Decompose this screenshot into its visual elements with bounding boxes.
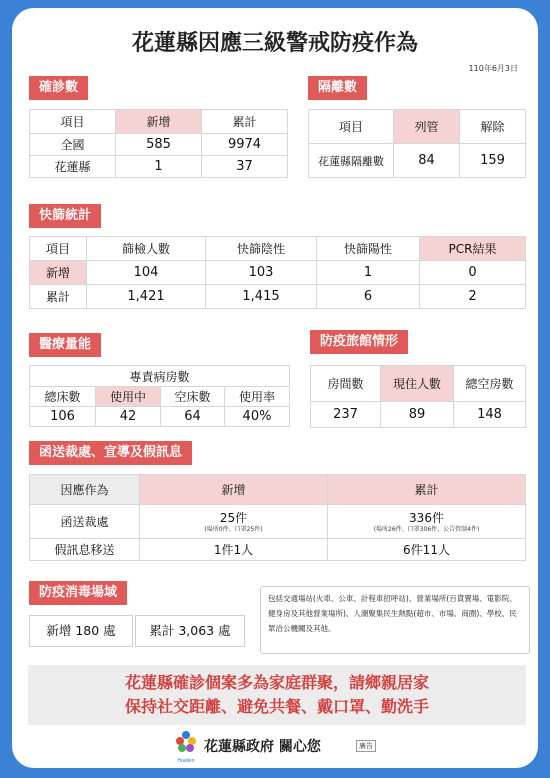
cell-value: 64 <box>161 407 225 427</box>
cell-value: 1,421 <box>87 285 206 309</box>
disinfection-tag: 防疫消毒場域 <box>29 581 127 605</box>
banner-line: 保持社交距離、避免共餐、戴口罩、勤洗手 <box>124 697 429 716</box>
cell-value: 37 <box>202 156 288 178</box>
col-header: 因應作為 <box>30 475 140 505</box>
org-label: 花蓮縣政府 關心您 <box>204 739 321 755</box>
cell-value: 6件11人 <box>328 539 526 561</box>
row-label: 累計 <box>30 285 87 309</box>
enforcement-tag: 函送裁處、宣導及假訊息 <box>29 441 192 465</box>
col-header: 項目 <box>30 110 116 134</box>
cell-note: (場所0件、口罩25件) <box>204 526 263 533</box>
cell-main: 25件 <box>219 511 248 525</box>
col-header: 解除 <box>460 110 526 144</box>
cell-value: 237 <box>311 402 381 428</box>
cell-value: 40% <box>225 407 290 427</box>
cell-value: 148 <box>454 402 526 428</box>
cell-value: 106 <box>30 407 96 427</box>
cell-value: 2 <box>420 285 526 309</box>
hotel-table <box>310 365 526 428</box>
rapid-test-tag: 快篩統計 <box>29 204 101 228</box>
col-header: 累計 <box>328 475 526 505</box>
col-header: 快篩陽性 <box>317 237 420 261</box>
row-label: 花蓮縣 <box>30 156 116 178</box>
logo-text: Hualien <box>177 758 195 764</box>
rapid-test-table <box>29 236 526 309</box>
col-header: 項目 <box>30 237 87 261</box>
cell-value: 84 <box>394 144 460 178</box>
cell-value: 104 <box>87 261 206 285</box>
hotel-tag: 防疫旅館情形 <box>310 330 408 354</box>
cell-value: 159 <box>460 144 526 178</box>
cell-value <box>140 505 328 539</box>
cell-value: 1,415 <box>206 285 317 309</box>
group-header: 專責病房數 <box>30 366 290 387</box>
row-label: 假訊息移送 <box>30 539 140 561</box>
poster-card <box>12 8 538 768</box>
row-label: 新增 <box>30 261 87 285</box>
col-header: 累計 <box>202 110 288 134</box>
col-header: 新增 <box>116 110 202 134</box>
row-label: 函送裁處 <box>30 505 140 539</box>
medical-tag: 醫療量能 <box>29 333 101 357</box>
disinfection-new: 新增 180 處 <box>29 615 133 647</box>
col-header: 空床數 <box>161 387 225 407</box>
col-header: 快篩陰性 <box>206 237 317 261</box>
date-label: 110年6月3日 <box>468 64 518 73</box>
confirmed-tag: 確診數 <box>29 76 88 100</box>
page-title: 花蓮縣因應三級警戒防疫作為 <box>131 31 418 56</box>
disinfection-note: 包括交通場站(火車、公車、計程車招呼站)、營業場所(百貨賣場、電影院、健身房及其他營業場所)、人潮聚集民生熱點(超市、市場、商圈)、學校、民眾洽公機關及其他。 <box>260 586 530 654</box>
cell-value: 42 <box>96 407 161 427</box>
cell-value: 585 <box>116 134 202 156</box>
cell-value <box>328 505 526 539</box>
row-label: 花蓮縣隔離數 <box>309 144 394 178</box>
ad-badge: 廣告 <box>356 740 376 752</box>
col-header: 篩檢人數 <box>87 237 206 261</box>
col-header: PCR結果 <box>420 237 526 261</box>
col-header: 總床數 <box>30 387 96 407</box>
col-header: 項目 <box>309 110 394 144</box>
col-header: 新增 <box>140 475 328 505</box>
cell-value: 0 <box>420 261 526 285</box>
col-header: 房間數 <box>311 366 381 402</box>
enforcement-table <box>29 474 526 561</box>
cell-main: 336件 <box>409 511 444 525</box>
col-header: 列管 <box>394 110 460 144</box>
hualien-logo-icon <box>174 730 198 766</box>
cell-value: 1件1人 <box>140 539 328 561</box>
medical-table <box>29 365 290 427</box>
cell-value: 9974 <box>202 134 288 156</box>
advice-banner <box>28 665 526 725</box>
cell-value: 1 <box>116 156 202 178</box>
col-header: 使用率 <box>225 387 290 407</box>
cell-value: 1 <box>317 261 420 285</box>
isolation-table <box>308 109 526 178</box>
banner-line: 花蓮縣確診個案多為家庭群聚，請鄉親居家 <box>124 673 429 692</box>
confirmed-table <box>29 109 288 178</box>
cell-value: 6 <box>317 285 420 309</box>
col-header: 總空房數 <box>454 366 526 402</box>
disinfection-total: 累計 3,063 處 <box>135 615 245 647</box>
row-label: 全國 <box>30 134 116 156</box>
col-header: 使用中 <box>96 387 161 407</box>
footer <box>12 730 538 766</box>
cell-note: (場所26件、口罩306件、公告管制4件) <box>373 526 480 533</box>
cell-value: 89 <box>381 402 454 428</box>
cell-value: 103 <box>206 261 317 285</box>
col-header: 現住人數 <box>381 366 454 402</box>
isolation-tag: 隔離數 <box>308 76 367 100</box>
